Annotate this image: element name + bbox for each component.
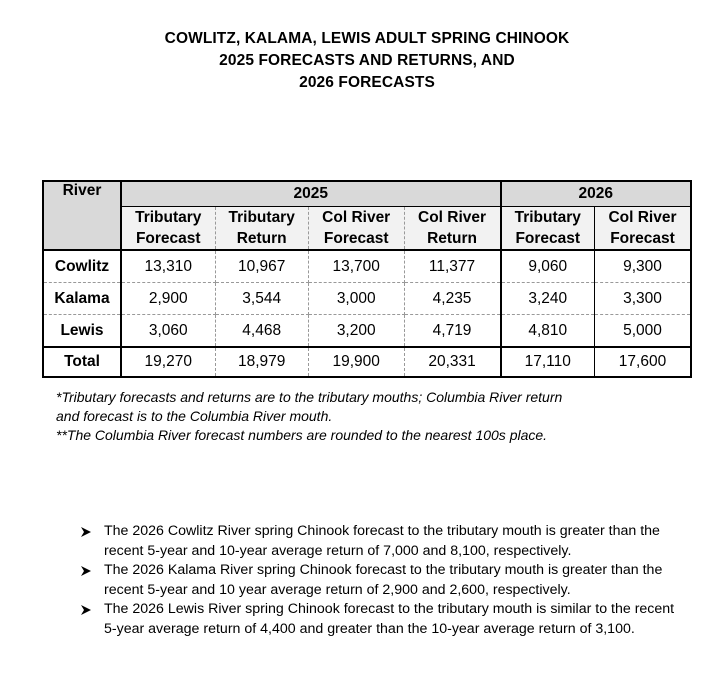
table-cell: 19,900 [308, 347, 404, 377]
table-cell: 4,235 [404, 283, 500, 315]
table-cell: 3,240 [501, 283, 595, 315]
table-cell: 9,060 [501, 250, 595, 283]
river-name: Cowlitz [43, 250, 121, 283]
river-name: Kalama [43, 283, 121, 315]
arrow-bullet-icon [80, 526, 92, 538]
table-cell: 9,300 [595, 250, 691, 283]
river-column-header: River [43, 181, 121, 250]
year-header-row [43, 181, 691, 207]
footnote-2: **The Columbia River forecast numbers are rounded to the nearest 100s place. [56, 427, 548, 443]
year-group-2025: 2025 [121, 181, 501, 207]
table-cell: 5,000 [595, 315, 691, 348]
table-cell: 3,300 [595, 283, 691, 315]
bullet-text: The 2026 Cowlitz River spring Chinook forecast to the tributary mouth is greater than the recent 5-year and 10-year average return of 7,000 and 8,100, respectively. [104, 523, 660, 559]
table-cell: 19,270 [121, 347, 215, 377]
table-cell: 3,200 [308, 315, 404, 348]
footnote-1-line-2: and forecast is to the Columbia River mouth. [56, 408, 333, 424]
river-name: Lewis [43, 315, 121, 348]
table-row [43, 250, 691, 283]
table-cell: 18,979 [215, 347, 308, 377]
title-line-1: COWLITZ, KALAMA, LEWIS ADULT SPRING CHINOOK [164, 30, 570, 47]
column-header: Col River Return [404, 207, 500, 251]
column-header: Tributary Return [215, 207, 308, 251]
footnote-1-line-1: *Tributary forecasts and returns are to the tributary mouths; Columbia River return [56, 389, 563, 405]
table-cell: 4,810 [501, 315, 595, 348]
column-header: Col River Forecast [308, 207, 404, 251]
table-row [43, 283, 691, 315]
table-cell: 11,377 [404, 250, 500, 283]
column-header: Tributary Forecast [501, 207, 595, 251]
bullet-text: The 2026 Lewis River spring Chinook forecast to the tributary mouth is similar to the recent 5-year average return of 4,400 and greater than the 10-year average return of 3,100. [104, 601, 675, 637]
year-group-2026: 2026 [501, 181, 692, 207]
forecast-table [42, 180, 692, 378]
document-title [0, 28, 716, 94]
column-header: Tributary Forecast [121, 207, 215, 251]
arrow-bullet-icon [80, 604, 92, 616]
title-line-2: 2025 FORECASTS AND RETURNS, AND [219, 52, 515, 69]
table-cell: 20,331 [404, 347, 500, 377]
bullet-item [80, 600, 680, 639]
total-label: Total [43, 347, 121, 377]
table-cell: 3,000 [308, 283, 404, 315]
table-cell: 17,110 [501, 347, 595, 377]
table-cell: 3,060 [121, 315, 215, 348]
bullet-item [80, 522, 680, 561]
table-row [43, 315, 691, 348]
column-header-row [43, 207, 691, 251]
summary-bullet-list [80, 522, 680, 639]
title-line-3: 2026 FORECASTS [299, 74, 435, 91]
table-cell: 3,544 [215, 283, 308, 315]
table-cell: 17,600 [595, 347, 691, 377]
table-cell: 2,900 [121, 283, 215, 315]
bullet-text: The 2026 Kalama River spring Chinook forecast to the tributary mouth is greater than the recent 5-year and 10 year average return of 2,900 and 2,600, respectively. [104, 562, 663, 598]
footnotes [56, 388, 562, 445]
total-row [43, 347, 691, 377]
table-cell: 4,719 [404, 315, 500, 348]
bullet-item [80, 561, 680, 600]
table-cell: 13,700 [308, 250, 404, 283]
arrow-bullet-icon [80, 565, 92, 577]
table-cell: 13,310 [121, 250, 215, 283]
table-cell: 4,468 [215, 315, 308, 348]
column-header: Col River Forecast [595, 207, 691, 251]
table-cell: 10,967 [215, 250, 308, 283]
